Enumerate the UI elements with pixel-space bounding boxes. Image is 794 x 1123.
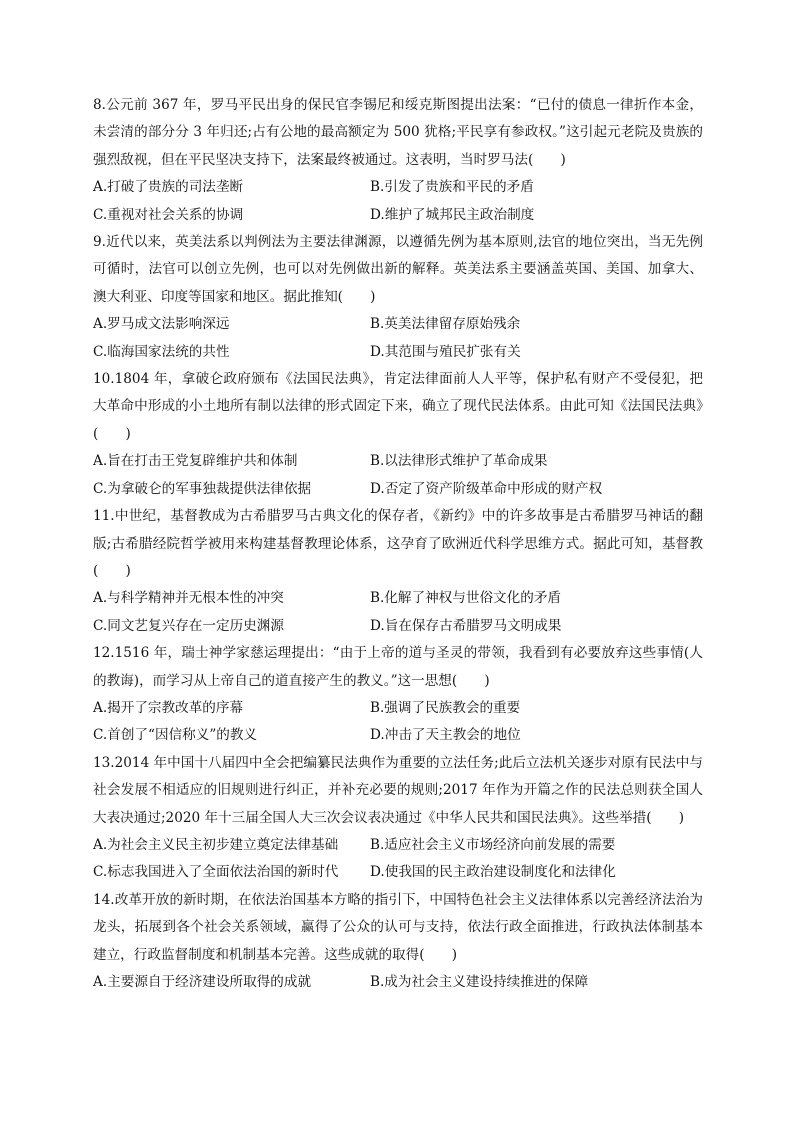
question-stem: 13.2014 年中国十八届四中全会把编纂民法典作为重要的立法任务;此后立法机关逐步对原有民法中与社会发展不相适应的旧规则进行纠正，并补充必要的规则;2017 年作为开篇之作的民法总则获全国人大表决通过;2020 年十三届全国人大三次会议表决通过《中华人民共和国民法典》。这些举措( ) — [93, 754, 703, 826]
option-b[interactable]: B.英美法律留存原始残余 — [370, 316, 521, 333]
question-12 — [93, 640, 703, 750]
option-a[interactable]: A.揭开了宗教改革的序幕 — [93, 699, 244, 716]
option-b[interactable]: B.适应社会主义市场经济向前发展的需要 — [370, 836, 616, 853]
option-d[interactable]: D.冲击了天主教会的地位 — [370, 727, 521, 744]
option-a[interactable]: A.主要源自于经济建设所取得的成就 — [93, 974, 312, 990]
question-stem: 11.中世纪，基督教成为古希腊罗马古典文化的保存者，《新约》中的许多故事是古希腊罗马神话的翻版;古希腊经院哲学被用来构建基督教理论体系，这孕育了欧洲近代科学思维方式。据此可知，基督教( ) — [93, 508, 703, 579]
question-list — [93, 92, 703, 996]
option-b[interactable]: B.以法律形式维护了革命成果 — [370, 453, 548, 470]
answer-options — [93, 695, 703, 750]
option-c[interactable]: C.首创了“因信称义”的教义 — [93, 727, 258, 744]
question-stem: 10.1804 年，拿破仑政府颁布《法国民法典》，肯定法律面前人人平等，保护私有财产不受侵犯，把大革命中形成的小土地所有制以法律的形式固定下来，确立了现代民法体系。由此可知《法国民法典》( ) — [93, 371, 703, 442]
option-a[interactable]: A.旨在打击王党复辟维护共和体制 — [93, 453, 298, 470]
option-d[interactable]: D.使我国的民主政治建设制度化和法律化 — [370, 864, 616, 881]
answer-options — [93, 832, 703, 887]
question-14 — [93, 887, 703, 997]
option-b[interactable]: B.引发了贵族和平民的矛盾 — [370, 179, 534, 196]
option-d[interactable]: D.否定了资产阶级革命中形成的财产权 — [370, 480, 603, 497]
option-a[interactable]: A.罗马成文法影响深远 — [93, 316, 230, 333]
question-stem: 12.1516 年，瑞士神学家慈运理提出：“由于上帝的道与圣灵的带领，我看到有必要放弃这些事情(人的教诲)，而学习从上帝自己的道直接产生的教义。”这一思想( ) — [93, 645, 703, 689]
question-9 — [93, 229, 703, 366]
option-c[interactable]: C.为拿破仑的军事独裁提供法律依据 — [93, 480, 312, 497]
question-stem: 14.改革开放的新时期，在依法治国基本方略的指引下，中国特色社会主义法律体系以完善经济法治为龙头，拓展到各个社会关系领域，赢得了公众的认可与支持，依法行政全面推进，行政执法体制基本建立，行政监督制度和机制基本完善。这些成就的取得( ) — [93, 891, 703, 963]
question-stem: 8.公元前 367 年，罗马平民出身的保民官李锡尼和绥克斯图提出法案：“已付的债息一律折作本金，未尝清的部分分 3 年归还;占有公地的最高额定为 500 犹格;平民享有参政权。”这引起元老院及贵族的强烈敌视，但在平民坚决支持下，法案最终被通过。这表明，当时罗马法( ) — [93, 97, 703, 168]
answer-options — [93, 969, 703, 996]
question-13 — [93, 750, 703, 887]
option-a[interactable]: A.与科学精神并无根本性的冲突 — [93, 590, 284, 607]
option-b[interactable]: B.化解了神权与世俗文化的矛盾 — [370, 590, 562, 607]
option-a[interactable]: A.为社会主义民主初步建立奠定法律基础 — [93, 836, 339, 853]
question-stem: 9.近代以来，英美法系以判例法为主要法律渊源，以遵循先例为基本原则,法官的地位突出，当无先例可循时，法官可以创立先例，也可以对先例做出新的解释。英美法系主要涵盖英国、美国、加拿大、澳大利亚、印度等国家和地区。据此推知( ) — [93, 234, 703, 305]
option-d[interactable]: D.其范围与殖民扩张有关 — [370, 343, 521, 360]
option-b[interactable]: B.强调了民族教会的重要 — [370, 699, 521, 716]
option-b[interactable]: B.成为社会主义建设持续推进的保障 — [370, 974, 589, 990]
question-10 — [93, 366, 703, 503]
answer-options — [93, 585, 703, 640]
answer-options — [93, 448, 703, 503]
option-c[interactable]: C.同文艺复兴存在一定历史渊源 — [93, 617, 284, 634]
option-d[interactable]: D.旨在保存古希腊罗马文明成果 — [370, 617, 562, 634]
question-8 — [93, 92, 703, 229]
option-c[interactable]: C.重视对社会关系的协调 — [93, 206, 244, 223]
option-c[interactable]: C.临海国家法统的共性 — [93, 343, 230, 360]
question-11 — [93, 503, 703, 640]
option-c[interactable]: C.标志我国进入了全面依法治国的新时代 — [93, 864, 339, 881]
answer-options — [93, 311, 703, 366]
option-a[interactable]: A.打破了贵族的司法垄断 — [93, 179, 244, 196]
option-d[interactable]: D.维护了城邦民主政治制度 — [370, 206, 535, 223]
answer-options — [93, 174, 703, 229]
